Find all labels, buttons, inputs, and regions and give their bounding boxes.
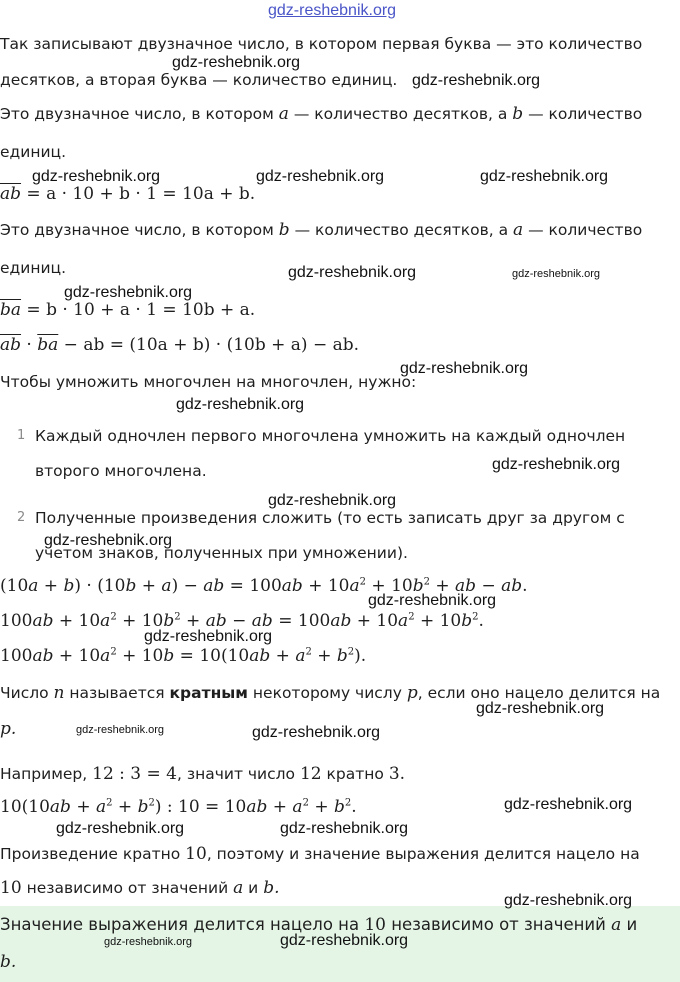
watermark: gdz-reshebnik.org: [172, 54, 301, 71]
watermark: gdz-reshebnik.org: [252, 724, 381, 741]
paragraph-ba-definition: Это двузначное число, в котором b — количество десятков, а a — количество: [0, 220, 643, 240]
watermark: gdz-reshebnik.org: [504, 892, 633, 909]
watermark: gdz-reshebnik.org: [56, 820, 185, 837]
watermark: gdz-reshebnik.org: [268, 492, 397, 509]
paragraph-intro-1: Так записывают двузначное число, в котором первая буква — это количество: [0, 35, 643, 53]
equation-factor: $100ab + 10a^2 + 10b = 10(10ab + a^2 + b^2)$.: [0, 646, 367, 666]
equation-expand-2: $100ab + 10a^2 + 10b^2$ + ab − ab = $100ab + 10a^2 + 10b^2$.: [0, 611, 484, 631]
watermark: gdz-reshebnik.org: [256, 168, 385, 185]
watermark: gdz-reshebnik.org: [280, 932, 409, 949]
watermark: gdz-reshebnik.org: [504, 796, 633, 813]
watermark: gdz-reshebnik.org: [44, 532, 173, 549]
equation-division: $10(10ab + a^2 + b^2)$ : $10 = 10ab + a^2 + b^2$.: [0, 797, 357, 817]
watermark: gdz-reshebnik.org: [492, 456, 621, 473]
step-2-line-2: учетом знаков, полученных при умножении).: [35, 544, 408, 562]
paragraph-ab-definition-2: единиц.: [0, 143, 67, 161]
paragraph-ab-definition: Это двузначное число, в котором a — количество десятков, а b — количество: [0, 104, 643, 124]
step-number-2: 2: [17, 510, 26, 525]
watermark: gdz-reshebnik.org: [144, 628, 273, 645]
equation-expand-1: (10a + b) · (10b + a) − ab = $100ab + 10a^2 + 10b^2$ + ab − ab.: [0, 576, 528, 596]
watermark: gdz-reshebnik.org: [288, 264, 417, 281]
paragraph-multiple-definition-2: p.: [0, 719, 17, 739]
answer-line-1: Значение выражения делится нацело на 10 независимо от значений a и: [0, 915, 638, 935]
paragraph-multiple-definition: Число n называется кратным некоторому числу p, если оно нацело делится на: [0, 683, 661, 703]
paragraph-product-divisible: Произведение кратно 10, поэтому и значение выражения делится нацело на: [0, 844, 640, 864]
watermark: gdz-reshebnik.org: [104, 936, 193, 948]
watermark: gdz-reshebnik.org: [176, 396, 305, 413]
watermark: gdz-reshebnik.org: [480, 168, 609, 185]
watermark: gdz-reshebnik.org: [476, 700, 605, 717]
paragraph-product-divisible-2: 10 независимо от значений a и b.: [0, 878, 280, 898]
step-1-line-1: Каждый одночлен первого многочлена умножить на каждый одночлен: [35, 427, 626, 445]
step-1-line-2: второго многочлена.: [35, 462, 207, 480]
watermark: gdz-reshebnik.org: [64, 284, 193, 301]
equation-ba: $\overline{ba} = b \cdot 10 + a \cdot 1 = 10b + a$.: [0, 300, 256, 320]
watermark: gdz-reshebnik.org: [76, 724, 165, 736]
paragraph-intro-2: десятков, а вторая буква — количество единиц.: [0, 71, 398, 89]
step-number-1: 1: [17, 428, 26, 443]
answer-line-2: b.: [0, 952, 17, 972]
equation-product: $\overline{ab} \cdot \overline{ba}$ − ab = (10a + b) · (10b + a) − ab.: [0, 335, 360, 355]
watermark: gdz-reshebnik.org: [32, 168, 161, 185]
paragraph-rule: Чтобы умножить многочлен на многочлен, нужно:: [0, 373, 417, 391]
watermark: gdz-reshebnik.org: [280, 820, 409, 837]
watermark: gdz-reshebnik.org: [412, 72, 541, 89]
equation-ab: $\overline{ab} = a \cdot 10 + b \cdot 1 = 10a + b$.: [0, 184, 256, 204]
watermark: gdz-reshebnik.org: [368, 592, 497, 609]
step-2-line-1: Полученные произведения сложить (то есть записать друг за другом с: [35, 509, 625, 527]
site-header-link[interactable]: gdz-reshebnik.org: [268, 2, 397, 19]
paragraph-example: Например, 12 : 3 = 4, значит число 12 кратно 3.: [0, 764, 406, 784]
watermark: gdz-reshebnik.org: [512, 268, 601, 280]
watermark: gdz-reshebnik.org: [400, 360, 529, 377]
paragraph-ba-definition-2: единиц.: [0, 259, 67, 277]
